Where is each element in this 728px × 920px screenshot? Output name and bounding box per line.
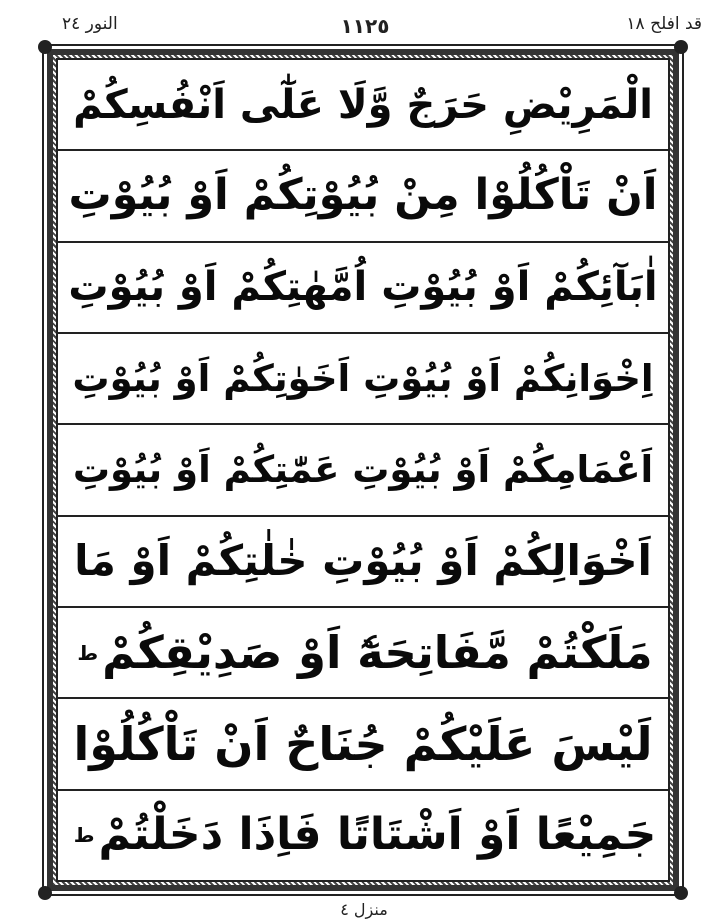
verse-line-2 xyxy=(58,151,668,242)
surah-name: النور ٢٤ xyxy=(62,14,118,34)
decorative-border xyxy=(42,44,684,896)
text-block xyxy=(56,58,670,882)
verse-text: لَيْسَ عَلَيْكُمْ جُنَاحٌ اَنْ تَاْكُلُوْا xyxy=(73,716,653,771)
verse-line-9 xyxy=(58,791,668,880)
waqf-mark: ط xyxy=(77,640,99,665)
verse-text: اَخْوَالِكُمْ اَوْ بُيُوْتِ خٰلٰتِكُمْ اَوْ مَا xyxy=(74,536,652,586)
manzil-label: منزل ٤ xyxy=(340,900,388,919)
verse-text: اَنْ تَاْكُلُوْا مِنْ بُيُوْتِكُمْ اَوْ بُيُوْتِ xyxy=(68,170,658,221)
verse-text: مَلَكْتُمْ مَّفَاتِحَهٗٓ اَوْ صَدِيْقِكُمْ xyxy=(102,626,653,680)
verse-line-1 xyxy=(58,60,668,151)
page-header xyxy=(0,8,728,38)
verse-text: جَمِيْعًا اَوْ اَشْتَاتًا فَاِذَا دَخَلْتُمْ xyxy=(98,809,657,861)
verse-text: الْمَرِيْضِ حَرَجٌ وَّلَا عَلٰٓى اَنْفُسِكُمْ xyxy=(73,81,653,128)
verse-line-3 xyxy=(58,243,668,334)
juz-name: قد افلح ١٨ xyxy=(626,14,702,34)
page-footer xyxy=(0,900,728,919)
verse-line-5 xyxy=(58,425,668,516)
verse-line-7 xyxy=(58,608,668,699)
corner-ornament-icon xyxy=(674,40,688,54)
verse-line-8 xyxy=(58,699,668,790)
verse-line-4 xyxy=(58,334,668,425)
verse-text: اِخْوَانِكُمْ اَوْ بُيُوْتِ اَخَوٰتِكُمْ اَوْ بُيُوْتِ xyxy=(72,357,654,401)
border-pattern xyxy=(47,49,679,891)
corner-ornament-icon xyxy=(38,40,52,54)
verse-line-6 xyxy=(58,517,668,608)
page-number: ١١٢٥ xyxy=(340,14,390,38)
verse-text: اٰبَآئِكُمْ اَوْ بُيُوْتِ اُمَّهٰتِكُمْ اَوْ بُيُوْتِ xyxy=(68,264,658,311)
corner-ornament-icon xyxy=(674,886,688,900)
corner-ornament-icon xyxy=(38,886,52,900)
verse-text: اَعْمَامِكُمْ اَوْ بُيُوْتِ عَمّٰتِكُمْ اَوْ بُيُوْتِ xyxy=(72,448,654,492)
waqf-mark: ط xyxy=(73,823,95,848)
